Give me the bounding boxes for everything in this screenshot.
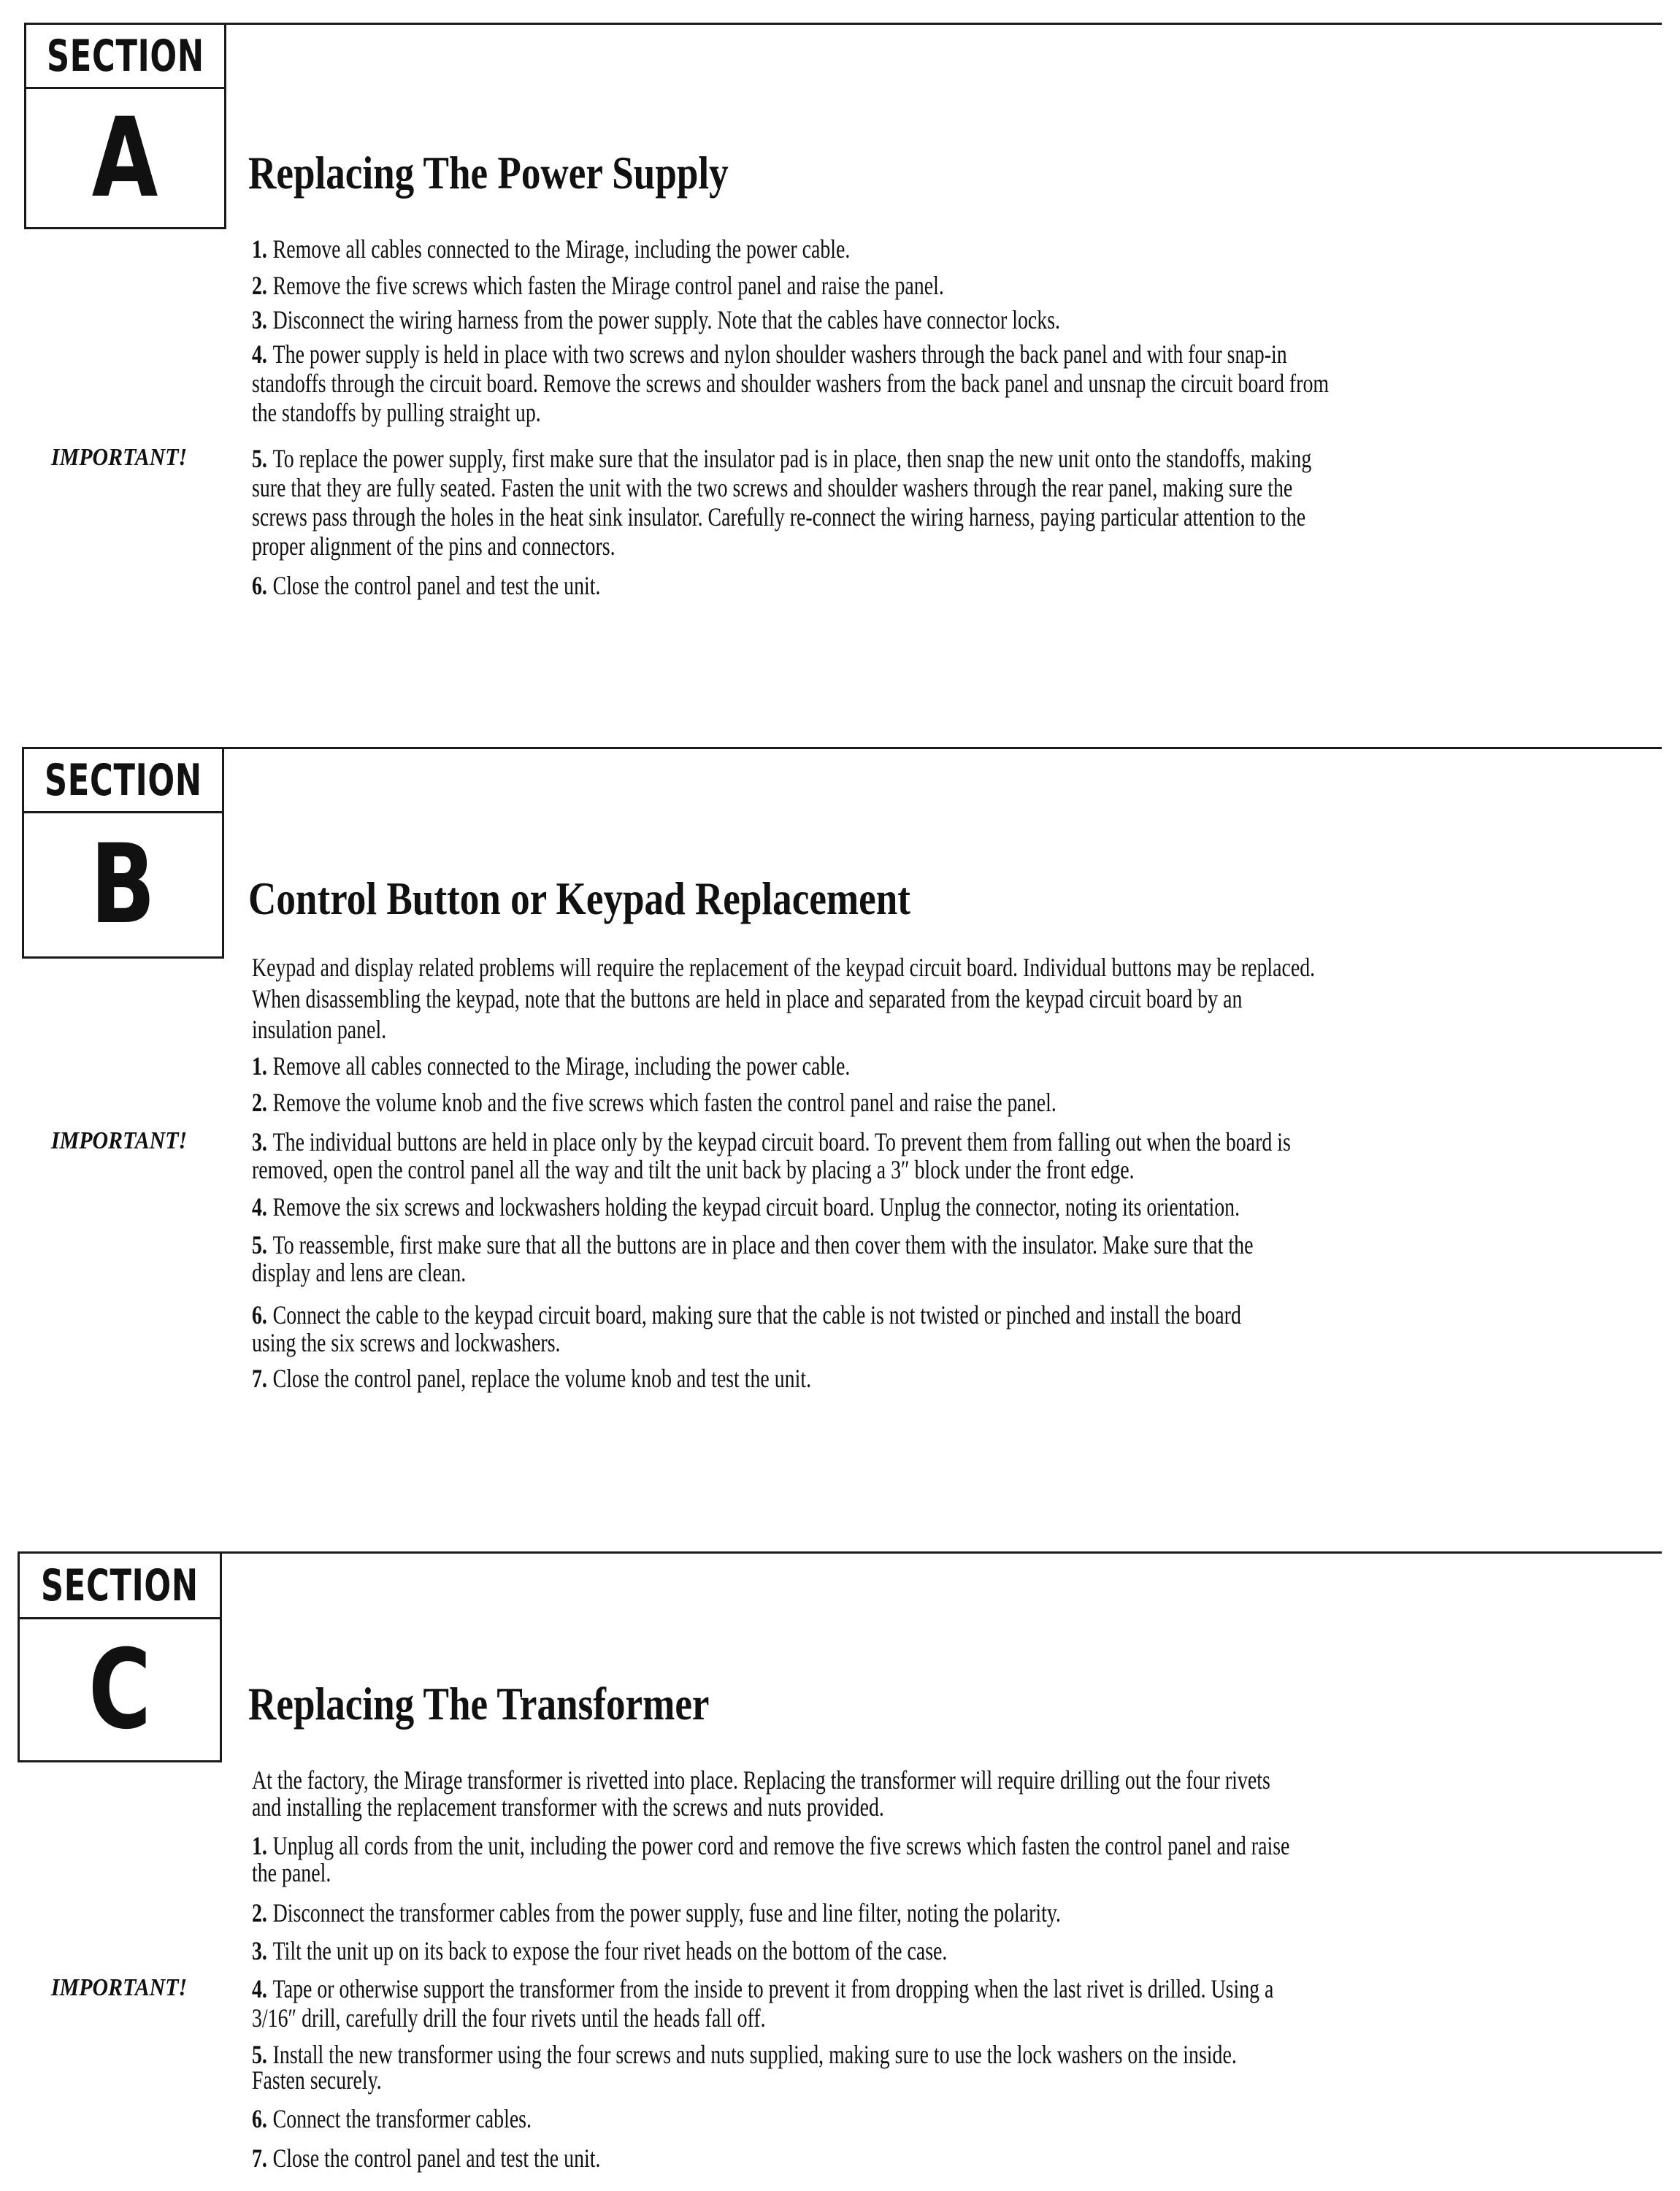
- list-item-continuation: removed, open the control panel all the way and tilt the unit back by placing a 3″ block under the front edge.: [252, 1155, 1135, 1184]
- list-item: 4. Tape or otherwise support the transformer from the inside to prevent it from dropping when the last rivet is drilled. Using a: [252, 1974, 1274, 2003]
- list-item: 6. Connect the transformer cables.: [252, 2104, 532, 2133]
- section-label: SECTION: [46, 30, 204, 82]
- list-item-continuation: 3/16″ drill, carefully drill the four rivets until the heads fall off.: [252, 2003, 766, 2033]
- list-item: 3. The individual buttons are held in place only by the keypad circuit board. To prevent them from falling out when the board is: [252, 1127, 1291, 1156]
- list-item-continuation: proper alignment of the pins and connectors.: [252, 532, 615, 561]
- list-item-continuation: the panel.: [252, 1858, 331, 1887]
- intro-text: When disassembling the keypad, note that the buttons are held in place and separated from the keypad circuit board by an: [252, 984, 1243, 1013]
- list-item: 5. To reassemble, first make sure that all the buttons are in place and then cover them with the insulator. Make sure that the: [252, 1230, 1254, 1259]
- section-title: Control Button or Keypad Replacement: [248, 872, 910, 924]
- section-title: Replacing The Power Supply: [248, 147, 729, 199]
- section-letter: C: [88, 1626, 151, 1754]
- list-item: 5. To replace the power supply, first make sure that the insulator pad is in place, then snap the new unit onto the standoffs, making: [252, 444, 1312, 473]
- section-title: Replacing The Transformer: [248, 1678, 710, 1730]
- list-item: 2. Disconnect the transformer cables from the power supply, fuse and line filter, noting the polarity.: [252, 1898, 1061, 1927]
- section-c-rule: [18, 1551, 1662, 1554]
- important-label: IMPORTANT!: [51, 1127, 188, 1154]
- important-label: IMPORTANT!: [51, 1974, 188, 2001]
- list-item: 2. Remove the five screws which fasten the Mirage control panel and raise the panel.: [252, 271, 944, 300]
- list-item-continuation: the standoffs by pulling straight up.: [252, 398, 541, 427]
- section-c-badge: [18, 1551, 222, 1762]
- list-item: 3. Tilt the unit up on its back to expose the four rivet heads on the bottom of the case.: [252, 1936, 948, 1965]
- list-item-continuation: screws pass through the holes in the heat sink insulator. Carefully re-connect the wiring harness, paying particular attention to the: [252, 502, 1306, 532]
- list-item: 2. Remove the volume knob and the five screws which fasten the control panel and raise the panel.: [252, 1088, 1056, 1117]
- list-item: 6. Connect the cable to the keypad circuit board, making sure that the cable is not twisted or pinched and install the board: [252, 1300, 1241, 1329]
- section-a-rule: [24, 23, 1662, 25]
- list-item-continuation: display and lens are clean.: [252, 1258, 467, 1287]
- list-item-continuation: Fasten securely.: [252, 2065, 382, 2095]
- list-item: 1. Unplug all cords from the unit, including the power cord and remove the five screws which fasten the control panel and raise: [252, 1831, 1290, 1860]
- list-item: 5. Install the new transformer using the four screws and nuts supplied, making sure to use the lock washers on the inside.: [252, 2040, 1237, 2069]
- list-item: 4. Remove the six screws and lockwashers holding the keypad circuit board. Unplug the connector, noting its orientation.: [252, 1192, 1240, 1221]
- section-b-rule: [22, 747, 1662, 749]
- section-letter: A: [92, 94, 158, 222]
- list-item-continuation: sure that they are fully seated. Fasten the unit with the two screws and shoulder washers through the rear panel, making sure the: [252, 473, 1293, 502]
- section-letter: B: [90, 821, 156, 948]
- list-item: 1. Remove all cables connected to the Mirage, including the power cable.: [252, 1051, 851, 1081]
- list-item: 6. Close the control panel and test the unit.: [252, 571, 601, 600]
- intro-text: insulation panel.: [252, 1015, 387, 1044]
- list-item: 7. Close the control panel and test the unit.: [252, 2144, 601, 2173]
- list-item: 4. The power supply is held in place with two screws and nylon shoulder washers through the back panel and with four snap-in: [252, 339, 1287, 369]
- intro-text: At the factory, the Mirage transformer is rivetted into place. Replacing the transformer will require drilling out the four rivets: [252, 1765, 1270, 1795]
- intro-text: and installing the replacement transformer with the screws and nuts provided.: [252, 1792, 884, 1822]
- list-item: 3. Disconnect the wiring harness from the power supply. Note that the cables have connector locks.: [252, 305, 1061, 334]
- list-item-continuation: using the six screws and lockwashers.: [252, 1328, 561, 1357]
- list-item-continuation: standoffs through the circuit board. Remove the screws and shoulder washers from the back panel and unsnap the circuit board from: [252, 369, 1330, 398]
- section-label: SECTION: [44, 754, 202, 806]
- list-item: 1. Remove all cables connected to the Mirage, including the power cable.: [252, 234, 851, 264]
- intro-text: Keypad and display related problems will require the replacement of the keypad circuit board. Individual buttons may be replaced.: [252, 953, 1316, 982]
- section-label: SECTION: [41, 1559, 199, 1611]
- important-label: IMPORTANT!: [51, 444, 188, 471]
- section-b-badge: [22, 747, 224, 959]
- list-item: 7. Close the control panel, replace the volume knob and test the unit.: [252, 1364, 812, 1393]
- section-a-badge: [24, 23, 226, 229]
